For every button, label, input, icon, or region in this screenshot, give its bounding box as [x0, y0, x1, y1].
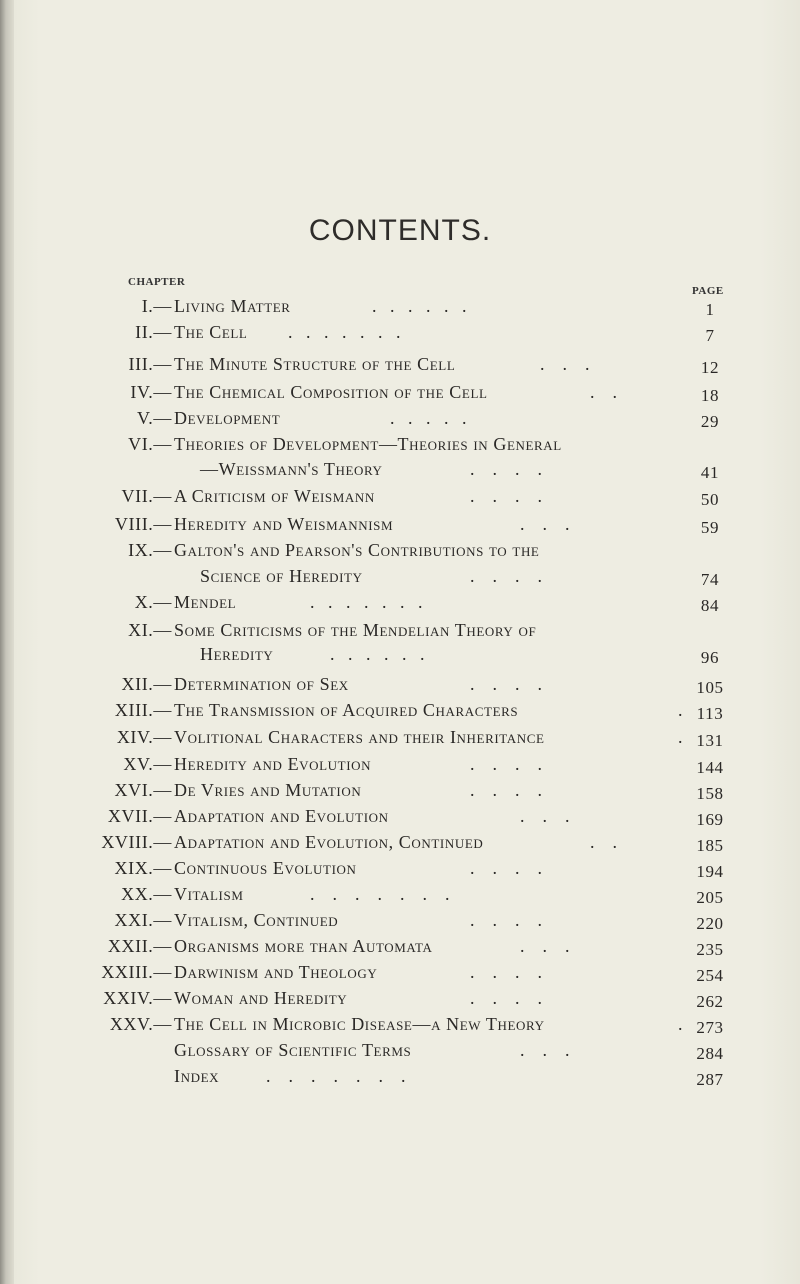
- dot-leader: . . .: [540, 354, 590, 374]
- chapter-number: II.—: [135, 322, 172, 342]
- chapter-title: Mendel: [174, 592, 237, 612]
- chapter-title-continued: Heredity: [200, 644, 274, 664]
- chapter-title: Index: [174, 1066, 220, 1086]
- page-number: 287: [696, 1070, 724, 1089]
- dot-leader: .: [678, 700, 683, 720]
- chapter-number: XVIII.—: [101, 832, 172, 852]
- dot-leader: . . . .: [470, 780, 542, 800]
- toc-entry: [0, 620, 800, 667]
- chapter-title: Darwinism and Theology: [174, 962, 378, 982]
- dot-leader: . . . . . .: [330, 644, 425, 664]
- toc-entry: [0, 540, 800, 589]
- page-title: CONTENTS.: [308, 214, 492, 247]
- dot-leader: . . . .: [470, 988, 542, 1008]
- page-number: 105: [696, 678, 724, 697]
- dot-leader: . . . .: [470, 858, 542, 878]
- page-number: 205: [696, 888, 724, 907]
- toc-entry: [0, 727, 800, 751]
- toc-entry: [0, 322, 800, 346]
- chapter-title: Adaptation and Evolution: [174, 806, 389, 826]
- dot-leader: . . . .: [470, 459, 542, 479]
- chapter-title: Glossary of Scientific Terms: [174, 1040, 412, 1060]
- page-number: 113: [696, 704, 724, 723]
- dot-leader: . . .: [520, 1040, 570, 1060]
- chapter-number: IV.—: [130, 382, 172, 402]
- chapter-number: XII.—: [121, 674, 172, 694]
- chapter-title: The Minute Structure of the Cell: [174, 354, 456, 374]
- chapter-number: XVI.—: [114, 780, 172, 800]
- chapter-title: Woman and Heredity: [174, 988, 348, 1008]
- toc-entry: [0, 832, 800, 856]
- chapter-title: Vitalism, Continued: [174, 910, 339, 930]
- toc-entry: [0, 1066, 800, 1090]
- chapter-number: XV.—: [123, 754, 172, 774]
- dot-leader: . . . .: [470, 566, 542, 586]
- chapter-title: Vitalism: [174, 884, 244, 904]
- page-number: 18: [700, 386, 720, 405]
- toc-entry: [0, 1014, 800, 1038]
- chapter-title: Heredity and Weismannism: [174, 514, 394, 534]
- toc-entry: [0, 674, 800, 698]
- toc-entry: [0, 354, 800, 378]
- toc-entry: [0, 962, 800, 986]
- chapter-title: The Chemical Composition of the Cell: [174, 382, 488, 402]
- toc-entry: [0, 296, 800, 320]
- chapter-title: Volitional Characters and their Inheritance: [174, 727, 545, 747]
- dot-leader: . .: [590, 832, 617, 852]
- toc-entry: [0, 858, 800, 882]
- page-number: 273: [696, 1018, 724, 1037]
- chapter-title: De Vries and Mutation: [174, 780, 362, 800]
- chapter-number: XVII.—: [107, 806, 172, 826]
- page-number: 169: [696, 810, 724, 829]
- page-number: 7: [705, 326, 715, 345]
- chapter-title: Continuous Evolution: [174, 858, 357, 878]
- toc-entry: [0, 1040, 800, 1064]
- chapter-number: XIV.—: [116, 727, 172, 747]
- toc-entry: [0, 936, 800, 960]
- chapter-number: I.—: [141, 296, 172, 316]
- chapter-title: The Cell: [174, 322, 248, 342]
- toc-entry: [0, 910, 800, 934]
- page-number: 235: [696, 940, 724, 959]
- dot-leader: . . .: [520, 806, 570, 826]
- dot-leader: .: [678, 1014, 683, 1034]
- chapter-number: VIII.—: [114, 514, 172, 534]
- page-column-header: PAGE: [692, 285, 724, 297]
- chapter-number: XX.—: [121, 884, 172, 904]
- dot-leader: . .: [590, 382, 617, 402]
- page-number: 185: [696, 836, 724, 855]
- toc-entry: [0, 780, 800, 804]
- dot-leader: .: [678, 727, 683, 747]
- chapter-title: A Criticism of Weismann: [174, 486, 375, 506]
- chapter-title: Determination of Sex: [174, 674, 349, 694]
- page-number: 158: [696, 784, 724, 803]
- dot-leader: . . . . . . .: [310, 592, 423, 612]
- dot-leader: . . .: [520, 936, 570, 956]
- page-number: 84: [700, 596, 720, 615]
- chapter-title: Development: [174, 408, 281, 428]
- dot-leader: . . . . . . .: [288, 322, 401, 342]
- chapter-title: Living Matter: [174, 296, 291, 316]
- toc-entry: [0, 806, 800, 830]
- toc-entry: [0, 514, 800, 538]
- chapter-title: Some Criticisms of the Mendelian Theory of: [174, 620, 537, 640]
- dot-leader: . . . . . . .: [310, 884, 450, 904]
- page-number: 194: [696, 862, 724, 881]
- page-number: 12: [700, 358, 720, 377]
- chapter-title: Heredity and Evolution: [174, 754, 372, 774]
- chapter-title: Organisms more than Automata: [174, 936, 433, 956]
- chapter-title: Adaptation and Evolution, Continued: [174, 832, 484, 852]
- chapter-number: XIX.—: [114, 858, 172, 878]
- chapter-number: IX.—: [128, 540, 172, 560]
- chapter-number: V.—: [137, 408, 172, 428]
- dot-leader: . . .: [520, 514, 570, 534]
- chapter-title: Galton's and Pearson's Contributions to the: [174, 540, 540, 560]
- page-number: 29: [700, 412, 720, 431]
- dot-leader: . . . . . .: [372, 296, 467, 316]
- chapter-title: The Transmission of Acquired Characters: [174, 700, 519, 720]
- page-number: 74: [700, 570, 720, 589]
- chapter-number: X.—: [134, 592, 172, 612]
- chapter-number: VI.—: [128, 434, 172, 454]
- toc-entry: [0, 434, 800, 482]
- page-number: 262: [696, 992, 724, 1011]
- dot-leader: . . . .: [470, 962, 542, 982]
- page-number: 131: [696, 731, 724, 750]
- chapter-title-continued: —Weissmann's Theory: [200, 459, 383, 479]
- toc-entry: [0, 592, 800, 616]
- chapter-number: III.—: [128, 354, 172, 374]
- toc-entry: [0, 382, 800, 406]
- chapter-title: Theories of Development—Theories in General: [174, 434, 562, 454]
- chapter-title: The Cell in Microbic Disease—a New Theory: [174, 1014, 545, 1034]
- dot-leader: . . . .: [470, 486, 542, 506]
- toc-entry: [0, 700, 800, 724]
- toc-entry: [0, 988, 800, 1012]
- chapter-number: XXIV.—: [103, 988, 172, 1008]
- chapter-title-continued: Science of Heredity: [200, 566, 363, 586]
- page-number: 41: [700, 463, 720, 482]
- dot-leader: . . . .: [470, 754, 542, 774]
- toc-entry: [0, 408, 800, 432]
- dot-leader: . . . .: [470, 674, 542, 694]
- page-number: 1: [705, 300, 715, 319]
- page-number: 254: [696, 966, 724, 985]
- toc-entry: [0, 754, 800, 778]
- dot-leader: . . . . . . .: [266, 1066, 406, 1086]
- page-number: 284: [696, 1044, 724, 1063]
- chapter-number: XXI.—: [114, 910, 172, 930]
- page-number: 59: [700, 518, 720, 537]
- chapter-number: XXIII.—: [101, 962, 172, 982]
- chapter-number: XXII.—: [107, 936, 172, 956]
- page-number: 220: [696, 914, 724, 933]
- chapter-number: VII.—: [121, 486, 172, 506]
- dot-leader: . . . . .: [390, 408, 467, 428]
- page-number: 144: [696, 758, 724, 777]
- chapter-number: XI.—: [128, 620, 172, 640]
- dot-leader: . . . .: [470, 910, 542, 930]
- chapter-number: XXV.—: [109, 1014, 172, 1034]
- toc-entry: [0, 486, 800, 510]
- chapter-number: XIII.—: [114, 700, 172, 720]
- chapter-column-header: CHAPTER: [128, 276, 186, 288]
- toc-entry: [0, 884, 800, 908]
- page-number: 96: [700, 648, 720, 667]
- page-number: 50: [700, 490, 720, 509]
